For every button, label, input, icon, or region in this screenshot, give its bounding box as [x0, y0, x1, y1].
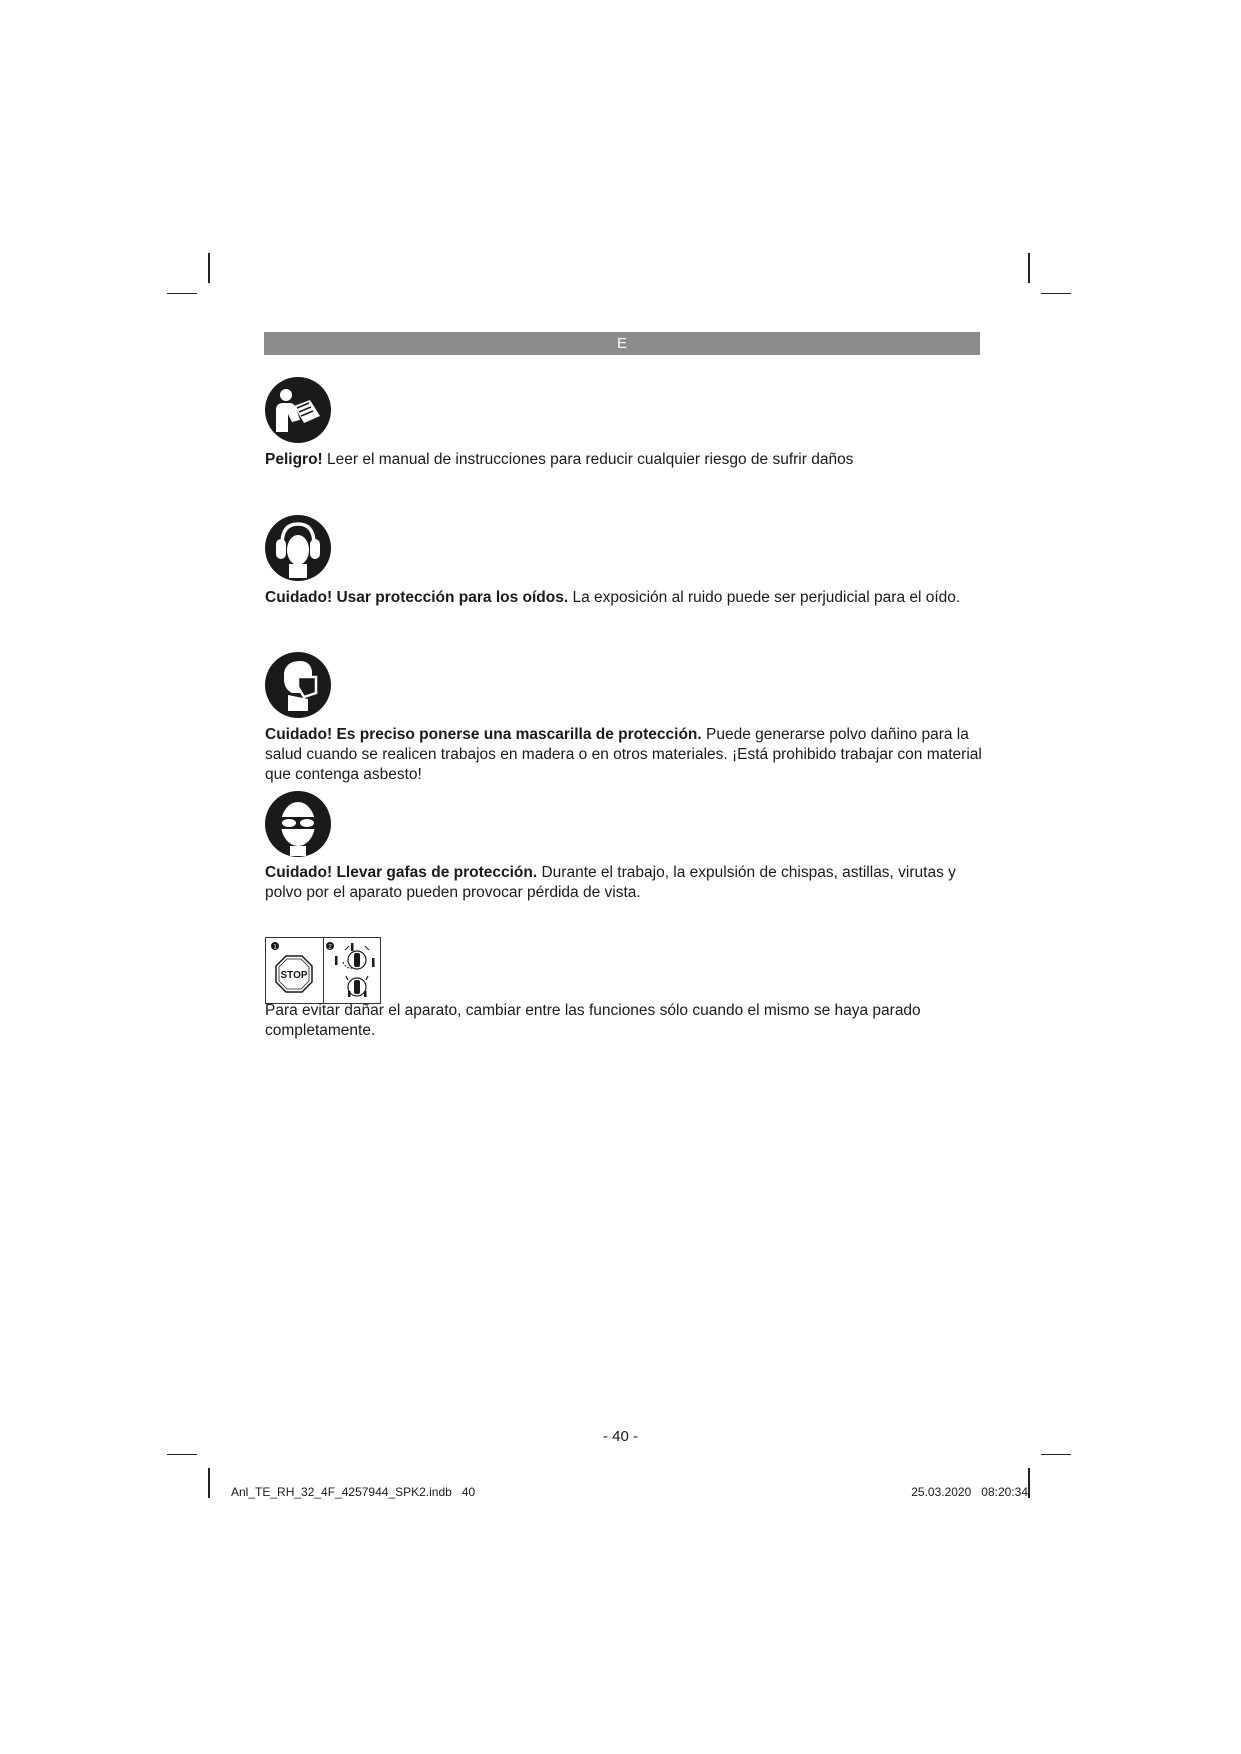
page-number: - 40 - [602, 1428, 638, 1445]
crop-mark [1041, 293, 1071, 294]
warning-body: Durante el trabajo, la expulsión de chispas, astillas, virutas y polvo por el aparato pueden provocar pérdida de vista. [265, 864, 956, 901]
crop-mark [1028, 253, 1030, 283]
warning-body: Leer el manual de instrucciones para reducir cualquier riesgo de sufrir daños [322, 451, 854, 468]
crop-mark [1028, 1468, 1030, 1498]
step-2-number: 2 [327, 944, 332, 951]
warning-body: La exposición al ruido puede ser perjudicial para el oído. [568, 589, 961, 606]
stop-sign-label: STOP [280, 970, 308, 981]
safety-goggles-icon [264, 790, 332, 858]
warning-title: Cuidado! Es preciso ponerse una mascarilla de protección. [265, 726, 702, 743]
warning-body: Puede generarse polvo dañino para la salud cuando se realicen trabajos en madera o en otros materiales. ¡Está prohibido trabajar con material que contenga asbesto! [265, 726, 982, 783]
dust-mask-icon [264, 651, 332, 719]
step-1-number: 1 [273, 944, 277, 951]
language-code: E [616, 335, 627, 352]
crop-mark [208, 1468, 210, 1498]
warning-dust-mask-text [265, 725, 985, 785]
step-1-cell [266, 938, 323, 1003]
ear-protection-icon [264, 514, 332, 582]
warning-read-manual-text [265, 450, 985, 470]
crop-mark [167, 1454, 197, 1455]
warning-title: Cuidado! Llevar gafas de protección. [265, 864, 538, 881]
footer-timestamp: 25.03.2020 08:20:34 [911, 1485, 1028, 1499]
step-2-cell [323, 938, 381, 1003]
stop-note-text: Para evitar dañar el aparato, cambiar entre las funciones sólo cuando el mismo se haya parado completamente. [265, 1002, 921, 1039]
stop-before-switching-pictogram [265, 937, 381, 1004]
warning-title: Peligro! [265, 451, 323, 468]
language-header-bar [264, 332, 980, 355]
warning-goggles-text [265, 863, 985, 903]
warning-ear-protection-text [265, 588, 985, 608]
crop-mark [1041, 1454, 1071, 1455]
read-manual-icon [264, 376, 332, 444]
crop-mark [167, 293, 197, 294]
crop-mark [208, 253, 210, 283]
footer-file-info: Anl_TE_RH_32_4F_4257944_SPK2.indb 40 [231, 1485, 476, 1499]
warning-title: Cuidado! Usar protección para los oídos. [265, 589, 569, 606]
